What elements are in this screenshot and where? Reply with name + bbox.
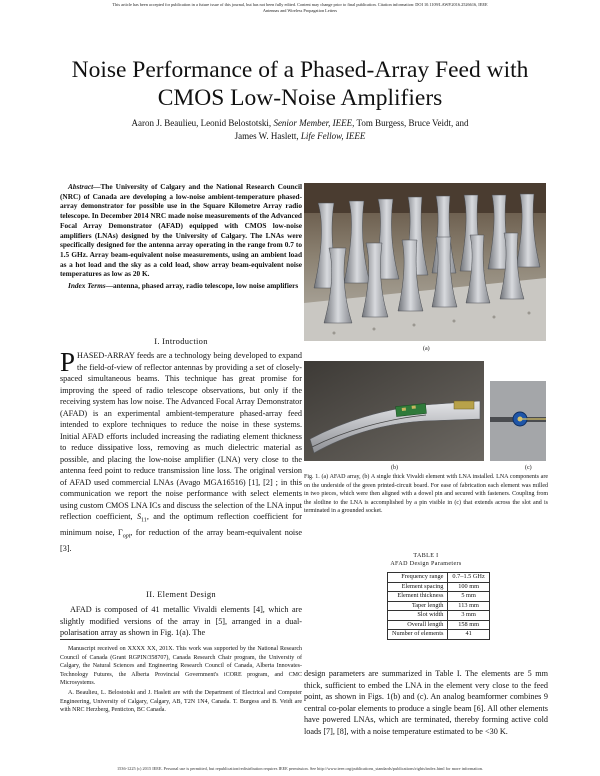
afad-array-illustration (304, 183, 546, 341)
abstract-text: —The University of Calgary and the National Research Council (NRC) of Canada are developing a low-noise ambient-temperature phased-array demonstrator for possible use in the Square Kilometre Array radio telescope. In December 2014 NRC made noise measurements of the Advanced Focal Array Demonstrator (AFAD) equipped with CMOS low-noise amplifiers (LNAs) designed by the University of Calgary. The LNAs were specifically designed for the antenna array operating in the range from 0.7 to 1.5 GHz. Array beam-equivalent noise measurements, using an ambient load as a hot load and the sky as a cold load, show array beam-equivalent noise temperatures as low as 20 K. (60, 182, 302, 279)
param-name: Overall length (388, 620, 448, 630)
drop-cap: P (60, 347, 76, 377)
index-terms (60, 281, 302, 291)
author-line-1 (40, 117, 560, 130)
author-names-2: Tom Burgess, Bruce Veidt, and (356, 118, 469, 128)
author-line-2 (40, 130, 560, 143)
table-row (388, 601, 490, 611)
intro-text-1: HASED-ARRAY feeds are a technology being developed to expand the field-of-view of reflector antennas by providing a set of closely-spaced simultaneous beams. This technique has great promise for improving the speed of radio telescope observations, but only if the receiving system has low noise. The Advanced Focal Array Demonstrator (AFAD) is an experimental ambient-temperature phased-array feed intended to explore techniques to reduce the noise in these systems. Initial AFAD efforts included increasing the radiating element thickness to reduce dissipative loss, removing as much dielectric material as possible, and placing the low-noise amplifier (LNA) very close to the antenna feed point to reduce transmission line loss. The original version of AFAD used commercial LNAs (Avago MGA16516) [1], [2] ; in this communication we report the noise performance with select elements using custom CMOS LNA ICs and discuss the selection of the LNA input reflection coefficient, (60, 351, 302, 521)
journal-header (10, 2, 590, 14)
title-line-2: CMOS Low-Noise Amplifiers (157, 85, 443, 111)
author-list (40, 117, 560, 143)
header-line-1: This article has been accepted for publication in a future issue of this journal, but has not been fully edited. Content may change prior to final publication. Citation information: DOI 10.1109/LAWP.2016.2526616, IEEE (112, 2, 488, 7)
abstract-body (60, 182, 302, 279)
table-row (388, 611, 490, 621)
table-row (388, 620, 490, 630)
figure-label-c: (c) (525, 465, 532, 471)
param-value: 0.7–1.5 GHz (448, 573, 489, 583)
header-line-2: Antennas and Wireless Propagation Letters (262, 8, 338, 13)
param-name: Element spacing (388, 582, 448, 592)
intro-text-2: , and the optimum reflection coefficient for minimum noise, (60, 512, 302, 538)
param-name: Taper length (388, 601, 448, 611)
author-role-1: Senior Member, IEEE, (273, 118, 355, 128)
param-value: 100 mm (448, 582, 489, 592)
abstract-label: Abstract (68, 182, 94, 191)
intro-text-3: , for reduction of the array beam-equivalent noise [3]. (60, 528, 303, 554)
param-name: Slot width (388, 611, 448, 621)
author-name-haslett: James W. Haslett, (234, 131, 299, 141)
index-terms-label: Index Terms (68, 281, 106, 291)
element-design-paragraph: AFAD is composed of 41 metallic Vivaldi elements [4], which are slightly modified versions of the array in [5], arranged in a dual-polarisation array as shown in Fig. 1(a). The (60, 605, 302, 637)
table-row (388, 573, 490, 583)
table-title: AFAD Design Parameters (390, 561, 462, 567)
table-row (388, 592, 490, 602)
title-line-1: Noise Performance of a Phased-Array Feed with (71, 57, 529, 83)
vivaldi-element-illustration (304, 361, 484, 461)
section-heading-introduction: I. Introduction (154, 336, 208, 346)
param-name: Frequency range (388, 573, 448, 583)
paper-title (0, 56, 600, 112)
table-label: TABLE I (413, 553, 439, 559)
index-terms-text: —antenna, phased array, radio telescope, low noise amplifiers (105, 281, 299, 291)
introduction-paragraph (60, 347, 303, 555)
figure-afad-array-photo (304, 183, 546, 341)
table-row (388, 582, 490, 592)
param-value: 3 mm (448, 611, 489, 621)
param-value: 5 mm (448, 592, 489, 602)
figure-label-b: (b) (391, 465, 398, 471)
s11-subscript: 11 (141, 517, 147, 524)
footnote-divider (60, 639, 120, 640)
gamma-symbol: Γ (117, 528, 123, 538)
abstract (60, 182, 302, 291)
author-names-1: Aaron J. Beaulieu, Leonid Belostotski, (131, 118, 272, 128)
table-row (388, 630, 490, 640)
copyright-footer: 1536-1225 (c) 2015 IEEE. Personal use is permitted, but republication/redistribution requires IEEE permission. See http://www.ieee.org/publications_standards/publications/rights/index.html for more information. (117, 766, 483, 771)
footnote-affiliations: A. Beaulieu, L. Belostotski and J. Haslett are with the Department of Electrical and Computer Engineering, University of Calgary, Calgary, AB, T2N 1N4, Canada. T. Burgess and B. Veidt are with NRC Herzberg, Penticton, BC Canada. (60, 689, 302, 714)
figure-coupling-pin-photo (490, 381, 546, 461)
design-parameters-table (387, 572, 490, 640)
param-value: 158 mm (448, 620, 489, 630)
figure-vivaldi-element-photo (304, 361, 484, 461)
param-value: 113 mm (448, 601, 489, 611)
section-heading-element-design: II. Element Design (146, 589, 216, 599)
figure-label-a: (a) (423, 346, 430, 352)
figure-caption: Fig. 1. (a) AFAD array, (b) A single thick Vivaldi element with LNA installed. LNA components are on the underside of the green printed-circuit board. For ease of fabrication each element was milled in two pieces, which were then aligned with a dowel pin and secured with fasteners. Coupling from the slotline to the LNA is accomplished by a pin visible in (c) that extends across the slot and is terminated in a grounded socket. (304, 474, 548, 514)
gamma-subscript: opt (122, 533, 131, 540)
footnote-funding: Manuscript received on XXXX XX, 201X. This work was supported by the National Research Council of Canada (Grant RGPIN/358707), Canada Research Chair program, the University of Calgary, the Natural Sciences and Engineering Research Council of Canada, Alberta Innovates-Technology Futures, the Alberta Provincial Government's iCORE program, and CMC Microsystems. (60, 646, 302, 687)
param-name: Element thickness (388, 592, 448, 602)
footnotes (60, 645, 302, 716)
coupling-pin-illustration (490, 381, 546, 461)
s11-symbol: S (136, 512, 142, 521)
param-value: 41 (448, 630, 489, 640)
param-name: Number of elements (388, 630, 448, 640)
right-column-paragraph: design parameters are summarized in Table I. The elements are 5 mm thick, sufficient to embed the LNA in the element very close to the feed point, as shown in Figs. 1(b) and (c). An analog beamformer combines 9 central co-polar elements to produce a single beam [6]. All other elements have powered LNAs, which are terminated, thereby forming active cold loads [7], [8], with a noise temperature estimated to be <30 K. (304, 669, 548, 736)
author-role-2: Life Fellow, IEEE (300, 131, 366, 141)
